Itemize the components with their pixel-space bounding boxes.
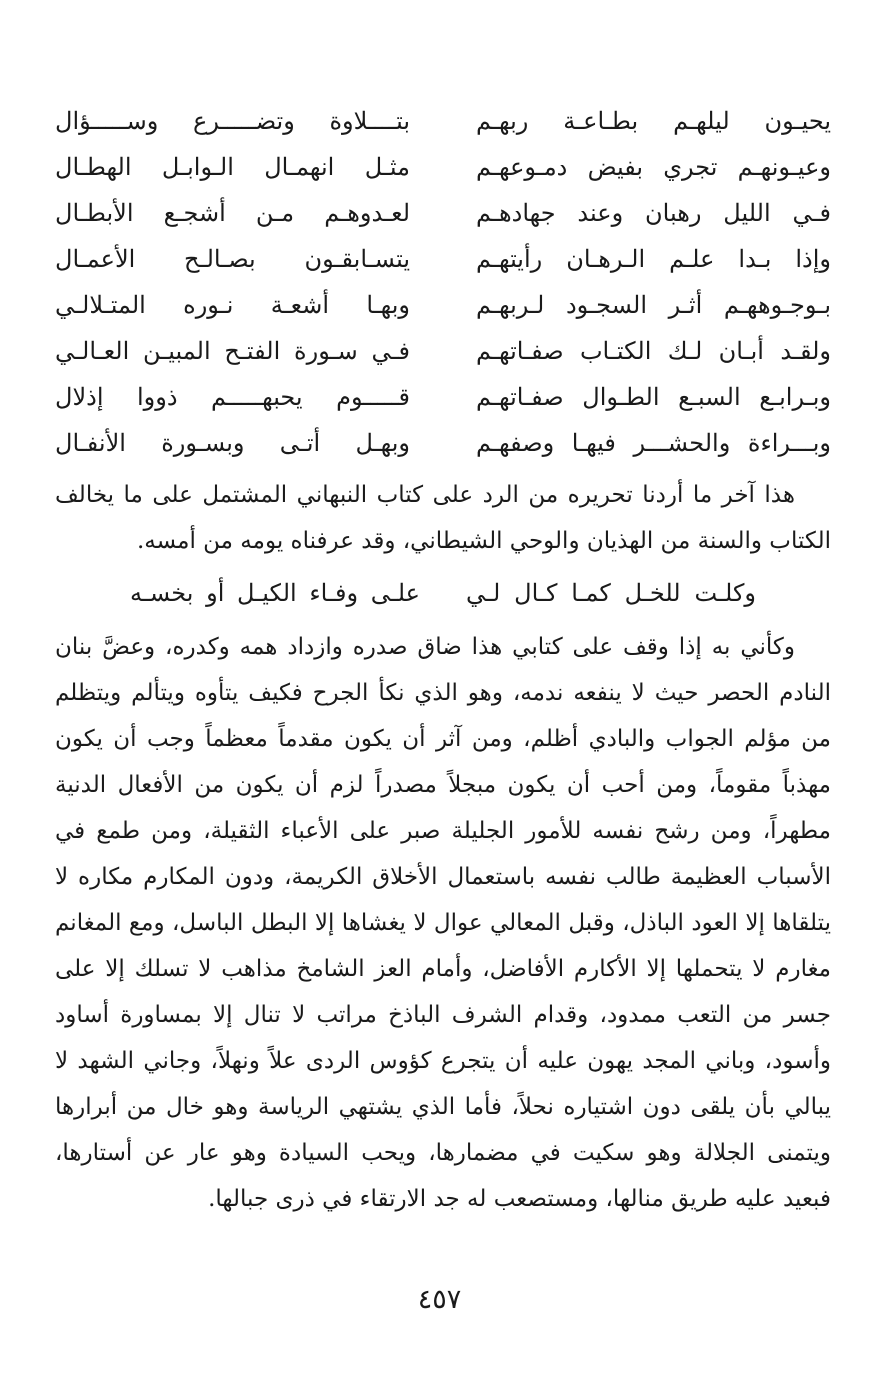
single-verse	[55, 568, 831, 618]
verse-first-hemistich: يحيـون ليلهـم بطـاعـة ربهـم	[476, 107, 831, 135]
verse-second-hemistich: وبهـا أشعـة نـوره المتـلالـي	[55, 291, 410, 319]
verse	[55, 236, 831, 282]
verse	[55, 282, 831, 328]
verse	[55, 328, 831, 374]
single-verse-first-hemistich: وكلـت للخـل كمـا كـال لـي	[466, 579, 756, 607]
verse-second-hemistich: بتــــلاوة وتضـــــرع وســـــؤال	[55, 107, 410, 135]
intro-paragraph: هذا آخر ما أردنا تحريره من الرد على كتاب النبهاني المشتمل على ما يخالف الكتاب والسنة من الهذيان والوحي الشيطاني، وقد عرفناه يومه من أمسه.	[55, 482, 831, 554]
poem	[55, 98, 831, 466]
verse	[55, 420, 831, 466]
verse-first-hemistich: وبـــراءة والحشـــر فيهـا وصفهـم	[476, 429, 831, 457]
verse-second-hemistich: مثـل انهمـال الـوابـل الهطـال	[55, 153, 410, 181]
verse-first-hemistich: وعيـونهـم تجري بفيض دمـوعهـم	[476, 153, 831, 181]
verse	[55, 144, 831, 190]
verse-second-hemistich: قـــــوم يحبهـــــم ذووا إذلال	[55, 383, 410, 411]
verse	[55, 374, 831, 420]
verse-second-hemistich: وبهـل أتـى وبسـورة الأنفـال	[55, 429, 410, 457]
verse-second-hemistich: يتسـابقـون بصـالـح الأعمـال	[55, 245, 410, 273]
verse-first-hemistich: وبـرابـع السبـع الطـوال صفـاتهـم	[476, 383, 831, 411]
book-page	[55, 98, 831, 1222]
verse	[55, 98, 831, 144]
single-verse-second-hemistich: علـى وفـاء الكيـل أو بخسـه	[130, 579, 420, 607]
verse	[55, 190, 831, 236]
verse-second-hemistich: فـي سـورة الفتـح المبيـن العـالـي	[55, 337, 410, 365]
page-number: ٤٥٧	[417, 1284, 462, 1315]
main-paragraph: وكأني به إذا وقف على كتابي هذا ضاق صدره وازداد همه وكدره، وعضَّ بنان النادم الحصر حيث لا ينفعه ندمه، وهو الذي نكأ الجرح فكيف يتأوه ويتألم ويتظلم من مؤلم الجواب والبادي أظلم، ومن آثر أن يكون مقدماً معظماً وجب أن يكون مهذباً مقوماً، ومن أحب أن يكون مبجلاً مصدراً لزم أن يكون من الأفعال الدنية مطهراً، ومن رشح نفسه للأمور الجليلة صبر على الأعباء الثقيلة، ومن طمع في الأسباب العظيمة طالب نفسه باستعمال الأخلاق الكريمة، ودون المكارم مكاره لا يتلقاها إلا العود الباذل، وقبل المعالي عوال لا يغشاها إلا البطل الباسل، ومع المغانم مغارم لا يتحملها إلا الأكارم الأفاضل، وأمام العز الشامخ مذاهب لا تسلك إلا على جسر من التعب ممدود، وقدام الشرف الباذخ مراتب لا تنال إلا بمساورة أساود وأسود، وباني المجد يهون عليه أن يتجرع كؤوس الردى علاً ونهلاً، وجاني الشهد لا يبالي بأن يلقى دون اشتياره نحلاً، فأما الذي يشتهي الرياسة وهو خال من أبرارها ويتمنى الجلالة وهو سكيت في مضمارها، ويحب السيادة وهو عار عن أستارها، فبعيد عليه طريق منالها، ومستصعب له جد الارتقاء في ذرى جبالها.	[55, 634, 831, 1212]
verse-first-hemistich: بـوجـوههـم أثـر السجـود لـربهـم	[476, 291, 831, 319]
verse-first-hemistich: ولقـد أبـان لـك الكتـاب صفـاتهـم	[476, 337, 831, 365]
verse-first-hemistich: وإذا بـدا علـم الـرهـان رأيتهـم	[476, 245, 831, 273]
verse-first-hemistich: فـي الليل رهبان وعند جهادهـم	[476, 199, 831, 227]
verse-second-hemistich: لعـدوهـم مـن أشجـع الأبطـال	[55, 199, 410, 227]
